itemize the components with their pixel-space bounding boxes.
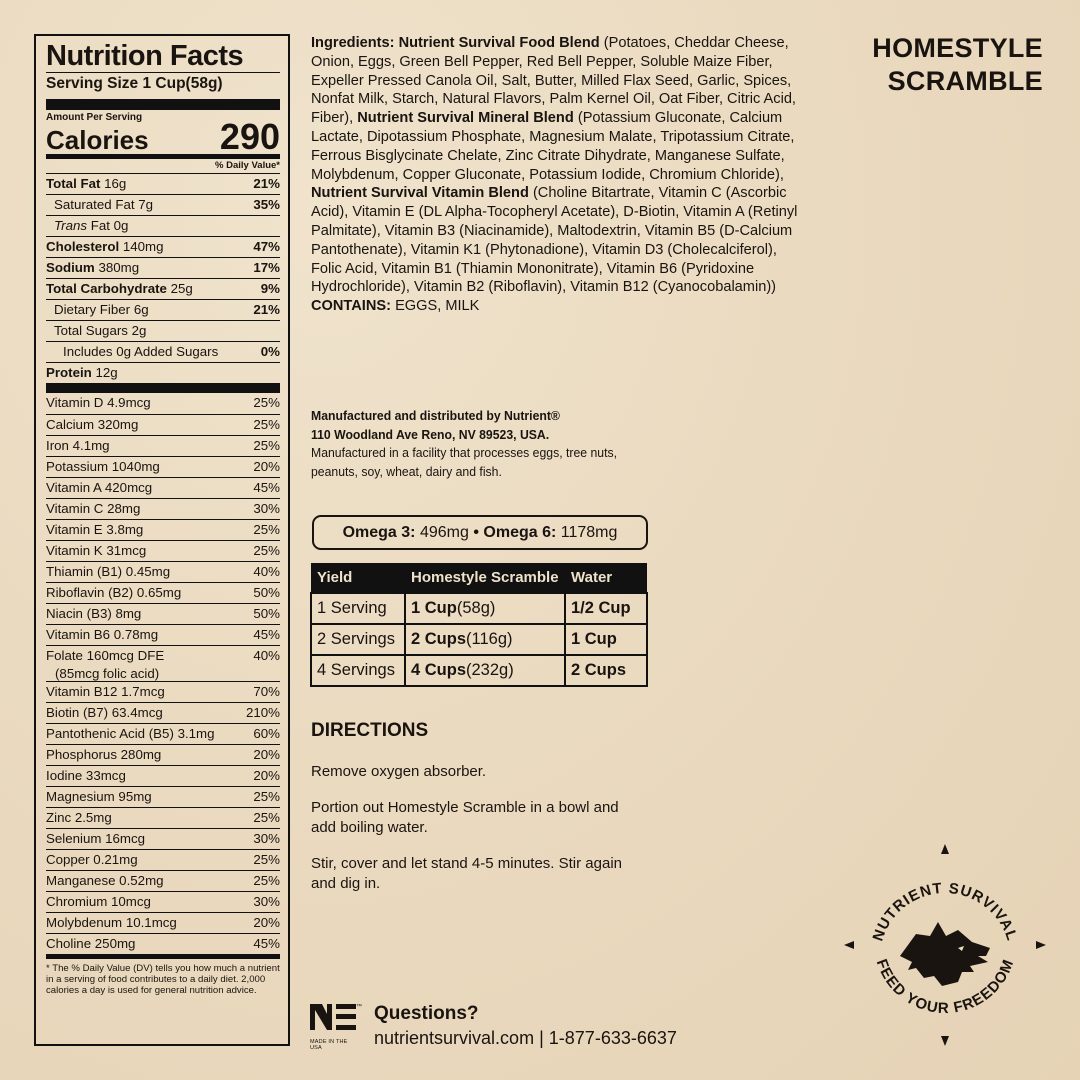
contact-line — [374, 1025, 677, 1051]
nutrient-amount: 7g — [138, 197, 154, 212]
vitamin-name — [46, 583, 181, 603]
omega6-label: Omega 6: — [483, 523, 557, 541]
nutrient-dv-percent: 47% — [253, 239, 280, 254]
vitamin-row — [46, 603, 280, 624]
yield-header: Yield — [311, 563, 405, 593]
vitamin-name — [46, 393, 151, 414]
calories-value: 290 — [219, 116, 280, 157]
vitamin-label: Molybdenum 10.1mcg — [46, 915, 177, 930]
vitamin-dv-percent: 40% — [253, 648, 280, 663]
vitamin-label: Iron 4.1mg — [46, 438, 110, 453]
vitamin-dv-percent: 210% — [245, 705, 280, 720]
nutrient-name — [46, 363, 118, 383]
direction-step: Portion out Homestyle Scramble in a bowl and add boiling water. — [311, 799, 619, 836]
nutrient-name — [54, 321, 146, 341]
vitamin-row — [46, 870, 280, 891]
direction-step: Stir, cover and let stand 4-5 minutes. Stir again and dig in. — [311, 855, 622, 892]
contact-divider: | — [539, 1028, 544, 1048]
nutrient-label: Total Fat — [46, 176, 101, 191]
vitamin-dv-percent: 25% — [253, 873, 280, 888]
vitamin-row — [46, 912, 280, 933]
manufacturer-line: Manufactured and distributed by Nutrient® — [311, 408, 560, 423]
vitamin-dv-percent: 25% — [253, 417, 280, 432]
vitamin-label: Vitamin E 3.8mg — [46, 522, 144, 537]
phone-number[interactable]: 1-877-633-6637 — [548, 1028, 677, 1048]
nutrient-row — [46, 278, 280, 299]
yield-grams: (116g) — [466, 630, 513, 648]
vitamin-name — [46, 808, 112, 828]
vitamin-name — [46, 457, 160, 477]
mineral-blend-name: Nutrient Survival Mineral Blend — [357, 110, 574, 127]
vitamin-row — [46, 540, 280, 561]
vitamin-sublabel: (85mcg folic acid) — [55, 666, 160, 681]
vitamin-label: Copper 0.21mg — [46, 852, 138, 867]
vitamin-name — [46, 766, 126, 786]
vitamin-name — [46, 415, 138, 435]
vitamin-label: Vitamin A 420mcg — [46, 480, 153, 495]
vitamin-dv-percent: 20% — [253, 915, 280, 930]
yield-amount-cell — [405, 655, 565, 686]
scramble-header: Homestyle Scramble — [405, 563, 565, 593]
manufacturer-info — [311, 407, 642, 481]
nutrient-name — [63, 342, 218, 362]
vitamin-dv-percent: 30% — [253, 831, 280, 846]
vitamin-label: Zinc 2.5mg — [46, 810, 112, 825]
vitamin-row — [46, 681, 280, 702]
yield-amount-cell — [405, 624, 565, 655]
daily-value-footnote: * The % Daily Value (DV) tells you how much a nutrient in a serving of food contributes to a daily diet. 2,000 calories a day is used for general nutrition advice. — [46, 954, 280, 996]
yield-grams: (58g) — [456, 599, 496, 617]
vitamin-label: Biotin (B7) 63.4mcg — [46, 705, 163, 720]
vitamin-dv-percent: 40% — [253, 564, 280, 579]
ns-logo-icon — [310, 1002, 360, 1034]
vitamin-name — [46, 499, 140, 519]
vitamin-row — [46, 477, 280, 498]
food-blend-items: (Potatoes, Cheddar Cheese, Onion, Eggs, Green Bell Pepper, Red Bell Pepper, Soluble Maize Fiber, Expeller Pressed Canola Oil, Salt, Butter, Milled Flax Seed, Garlic, Spices, Nonfat Milk, Starch, Natural Flavors, Palm Kernel Oil, Oat Fiber, Citric Acid, Fiber), — [311, 35, 796, 127]
nutrient-label: Trans — [54, 218, 88, 233]
vitamin-name — [46, 934, 135, 954]
vitamin-row — [46, 744, 280, 765]
vitamin-label: Vitamin K 31mcg — [46, 543, 147, 558]
vitamin-row — [46, 519, 280, 540]
vitamin-dv-percent: 70% — [253, 684, 280, 699]
yield-row — [311, 593, 647, 624]
nutrient-dv-percent: 0% — [260, 344, 280, 359]
vitamin-blend-name: Nutrient Survival Vitamin Blend — [311, 185, 529, 202]
vitamin-dv-percent: 50% — [253, 585, 280, 600]
vitamin-name — [46, 745, 161, 765]
vitamin-label: Niacin (B3) 8mg — [46, 606, 142, 621]
nutrient-label: Sodium — [46, 260, 95, 275]
vitamin-row — [46, 435, 280, 456]
nutrient-row — [46, 215, 280, 236]
contact-block — [310, 1002, 677, 1051]
vitamin-dv-percent: 20% — [253, 459, 280, 474]
nutrient-row — [46, 257, 280, 278]
product-name — [872, 32, 1043, 98]
vitamin-label: Riboflavin (B2) 0.65mg — [46, 585, 182, 600]
vitamin-name — [46, 892, 151, 912]
vitamin-label: Phosphorus 280mg — [46, 747, 162, 762]
vitamin-name — [46, 724, 215, 744]
nutrient-dv-percent: 35% — [253, 197, 280, 212]
nutrient-label: Cholesterol — [46, 239, 120, 254]
omega3-label: Omega 3: — [342, 523, 416, 541]
yield-water: 1/2 Cup — [565, 593, 647, 624]
emblem-bottom-text: FEED YOUR FREEDOM — [872, 956, 1018, 1018]
questions-label: Questions? — [374, 1003, 479, 1024]
vitamin-dv-percent: 45% — [253, 480, 280, 495]
vitamin-name — [46, 436, 110, 456]
nutrient-row — [46, 194, 280, 215]
nutrient-row — [46, 362, 280, 383]
compass-west-icon — [844, 941, 854, 949]
macro-nutrients — [46, 173, 280, 383]
nutrient-label: Total Sugars — [54, 323, 128, 338]
yield-grams: (232g) — [466, 661, 514, 679]
vitamin-row — [46, 456, 280, 477]
nutrient-label: Includes 0g Added Sugars — [63, 344, 219, 359]
nutrient-name — [54, 300, 149, 320]
nutrient-row — [46, 320, 280, 341]
vitamin-label: Magnesium 95mg — [46, 789, 152, 804]
nutrient-label: Saturated Fat — [54, 197, 135, 212]
vitamin-label: Vitamin C 28mg — [46, 501, 141, 516]
vitamin-row — [46, 933, 280, 954]
nutrient-dv-percent: 21% — [253, 302, 280, 317]
vitamin-row — [46, 828, 280, 849]
website-link[interactable]: nutrientsurvival.com — [374, 1028, 535, 1048]
vitamin-label: Folate 160mcg DFE — [46, 648, 165, 663]
vitamin-row — [46, 393, 280, 414]
vitamin-dv-percent: 25% — [253, 395, 280, 410]
nutrient-name — [46, 279, 193, 299]
yield-servings: 1 Serving — [311, 593, 405, 624]
nutrition-facts-panel — [34, 34, 290, 1046]
nutrient-label: Dietary Fiber — [54, 302, 131, 317]
nutrient-amount: 25g — [170, 281, 193, 296]
omega3-value: 496mg — [419, 523, 469, 541]
nutrient-label: Protein — [46, 365, 92, 380]
vitamin-row — [46, 624, 280, 645]
vitamin-dv-percent: 25% — [253, 852, 280, 867]
amount-per-serving: Amount Per Serving — [46, 112, 143, 123]
wolf-head-icon — [900, 922, 990, 986]
brand-emblem — [838, 838, 1052, 1052]
nutrient-dv-percent: 17% — [253, 260, 280, 275]
manufacturer-address: 110 Woodland Ave Reno, NV 89523, USA. — [311, 426, 550, 442]
vitamin-row — [46, 723, 280, 744]
allergen-facility-note: Manufactured in a facility that processes eggs, tree nuts, peanuts, soy, wheat, dairy and fish. — [311, 445, 618, 479]
mineral-blend-items: (Potassium Gluconate, Calcium Lactate, Dipotassium Phosphate, Magnesium Malate, Tripotassium Citrate, Ferrous Bisglycinate Chelate, Zinc Citrate Dihydrate, Manganese Sulfate, Molybdenum, Copper Gluconate, Potassium Iodide, Chromium Chloride), — [311, 110, 795, 183]
vitamin-dv-percent: 20% — [253, 768, 280, 783]
nutrient-name — [46, 237, 164, 257]
vitamin-label: Vitamin B6 0.78mg — [46, 627, 159, 642]
vitamin-dv-percent: 60% — [253, 726, 280, 741]
vitamin-row — [46, 702, 280, 723]
omega6-value: 1178mg — [560, 523, 618, 541]
nutrient-row — [46, 341, 280, 362]
nutrient-row — [46, 173, 280, 194]
yield-water: 1 Cup — [565, 624, 647, 655]
ingredients-text — [311, 34, 806, 316]
vitamin-dv-percent: 45% — [253, 627, 280, 642]
ingredients-label: Ingredients: — [311, 35, 395, 51]
nutrient-dv-percent: 9% — [260, 281, 280, 296]
contains-value: EGGS, MILK — [395, 298, 480, 315]
compass-north-icon — [941, 844, 949, 854]
daily-value-header: % Daily Value* — [215, 160, 280, 171]
vitamin-label: Vitamin B12 1.7mcg — [46, 684, 165, 699]
vitamin-label: Pantothenic Acid (B5) 3.1mg — [46, 726, 215, 741]
vitamin-dv-percent: 25% — [253, 789, 280, 804]
vitamin-row — [46, 849, 280, 870]
serving-size: Serving Size 1 Cup(58g) — [46, 75, 223, 92]
vitamin-name — [46, 478, 152, 498]
vitamin-dv-percent: 30% — [253, 501, 280, 516]
vitamin-dv-percent: 25% — [253, 810, 280, 825]
nutrient-amount: 6g — [133, 302, 149, 317]
compass-south-icon — [941, 1036, 949, 1046]
vitamin-name — [46, 625, 158, 645]
vitamin-row — [46, 414, 280, 435]
contains-label: CONTAINS: — [311, 298, 391, 315]
vitamin-name — [46, 913, 177, 933]
vitamin-row — [46, 891, 280, 912]
yield-table — [310, 563, 648, 687]
product-name-line2: SCRAMBLE — [887, 66, 1043, 96]
nutrient-name — [54, 195, 153, 215]
product-name-line1: HOMESTYLE — [872, 33, 1043, 63]
yield-servings: 2 Servings — [311, 624, 405, 655]
nutrition-facts-title: Nutrition Facts — [46, 40, 244, 72]
nutrient-label: Total Carbohydrate — [46, 281, 167, 296]
vitamin-row — [46, 561, 280, 582]
nutrient-amount: 2g — [131, 323, 147, 338]
vitamin-row — [46, 582, 280, 603]
omega-separator: • — [473, 523, 479, 541]
vitamin-dv-percent: 50% — [253, 606, 280, 621]
food-blend-name: Nutrient Survival Food Blend — [398, 35, 600, 51]
vitamin-dv-percent: 25% — [253, 522, 280, 537]
yield-amount: 1 Cup — [411, 599, 457, 617]
nutrient-amount: 140mg — [122, 239, 164, 254]
directions-title: DIRECTIONS — [311, 720, 429, 741]
vitamin-name — [46, 646, 164, 682]
nutrient-amount: 12g — [95, 365, 118, 380]
vitamin-dv-percent: 20% — [253, 747, 280, 762]
vitamin-name — [46, 682, 165, 702]
yield-row — [311, 655, 647, 686]
omega-box — [312, 515, 648, 550]
yield-amount: 4 Cups — [411, 661, 467, 679]
compass-east-icon — [1036, 941, 1046, 949]
ns-logo — [310, 1002, 362, 1051]
calories-label: Calories — [46, 125, 149, 155]
nutrient-amount: 16g — [104, 176, 127, 191]
vitamin-dv-percent: 25% — [253, 543, 280, 558]
vitamin-label: Chromium 10mcg — [46, 894, 151, 909]
nutrient-name — [54, 216, 128, 236]
vitamin-label: Manganese 0.52mg — [46, 873, 164, 888]
nutrient-amount: Fat 0g — [90, 218, 129, 233]
nutrient-amount: 380mg — [98, 260, 140, 275]
vitamin-dv-percent: 45% — [253, 936, 280, 951]
vitamin-row — [46, 807, 280, 828]
direction-step: Remove oxygen absorber. — [311, 763, 487, 780]
yield-servings: 4 Servings — [311, 655, 405, 686]
water-header: Water — [565, 563, 647, 593]
yield-amount: 2 Cups — [411, 630, 467, 648]
vitamin-row — [46, 645, 280, 681]
nutrient-name — [46, 174, 126, 194]
nutrient-dv-percent: 21% — [253, 176, 280, 191]
emblem-top-text: NUTRIENT SURVIVAL — [869, 879, 1021, 944]
vitamin-name — [46, 829, 145, 849]
vitamin-name — [46, 562, 170, 582]
vitamin-name — [46, 604, 141, 624]
vitamin-label: Choline 250mg — [46, 936, 136, 951]
vitamin-label: Selenium 16mcg — [46, 831, 146, 846]
vitamin-name — [46, 871, 164, 891]
vitamin-row — [46, 498, 280, 519]
vitamin-dv-percent: 30% — [253, 894, 280, 909]
vitamin-label: Iodine 33mcg — [46, 768, 126, 783]
yield-row — [311, 624, 647, 655]
vitamin-name — [46, 787, 152, 807]
made-in-usa: MADE IN THE USA — [310, 1039, 348, 1051]
yield-amount-cell — [405, 593, 565, 624]
vitamin-row — [46, 765, 280, 786]
vitamin-name — [46, 703, 163, 723]
vitamin-label: Potassium 1040mg — [46, 459, 160, 474]
vitamin-name — [46, 541, 146, 561]
vitamin-label: Vitamin D 4.9mcg — [46, 395, 151, 410]
nutrient-name — [46, 258, 139, 278]
vitamins-minerals — [46, 393, 280, 954]
nutrient-row — [46, 299, 280, 320]
svg-text:™: ™ — [356, 1004, 362, 1010]
vitamin-label: Calcium 320mg — [46, 417, 139, 432]
vitamin-dv-percent: 25% — [253, 438, 280, 453]
vitamin-blend-items: (Choline Bitartrate, Vitamin C (Ascorbic Acid), Vitamin E (DL Alpha-Tocopheryl Acetate), D-Biotin, Vitamin A (Retinyl Palmitate), Vitamin B3 (Niacinamide), Maltodextrin, Vitamin B5 (D-Calcium Pantothenate), Vitamin K1 (Phytonadione), Vitamin D3 (Cholecalciferol), Folic Acid, Vitamin B1 (Thiamin Mononitrate), Vitamin B6 (Pyridoxine Hydrochloride), Vitamin B2 (Riboflavin), Vitamin B12 (Cyanocobalamin)) — [311, 185, 798, 296]
vitamin-name — [46, 850, 138, 870]
vitamin-name — [46, 520, 143, 540]
vitamin-row — [46, 786, 280, 807]
yield-water: 2 Cups — [565, 655, 647, 686]
vitamin-label: Thiamin (B1) 0.45mg — [46, 564, 171, 579]
nutrient-row — [46, 236, 280, 257]
